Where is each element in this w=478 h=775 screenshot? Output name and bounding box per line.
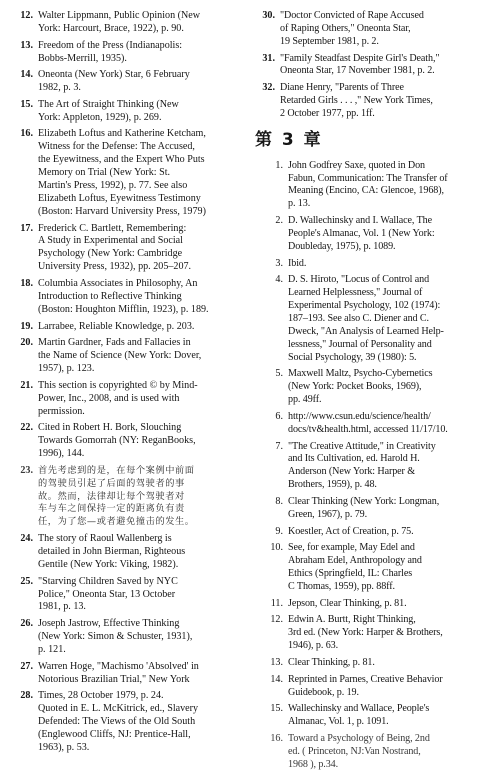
endnote-line: Oneonta Star, 17 November 1981, p. 2. bbox=[280, 65, 435, 77]
endnote-line: 1963), p. 53. bbox=[38, 741, 90, 753]
endnote-line: Clear Thinking (New York: Longman, bbox=[288, 495, 440, 507]
endnote-line: Experimental Psychology, 102 (1974): bbox=[288, 300, 441, 312]
endnote-line: Maxwell Maltz, Psycho-Cybernetics bbox=[288, 368, 433, 380]
endnote-line: Toward a Psychology of Being, 2nd bbox=[288, 732, 430, 744]
endnote-line: Abraham Edel, Anthropology and bbox=[288, 555, 422, 567]
endnote-line: Times, 28 October 1979, p. 24. bbox=[38, 690, 164, 702]
endnote-line: http://www.csun.edu/science/health/ bbox=[288, 410, 431, 422]
endnote-line: (New York: Pocket Books, 1969), bbox=[288, 381, 422, 393]
endnote-line: Ibid. bbox=[288, 257, 307, 269]
endnote bbox=[255, 657, 471, 670]
endnote-line: Towards Gomorrah (NY: ReganBooks, bbox=[38, 435, 196, 447]
endnote-text bbox=[38, 661, 244, 687]
endnote-text bbox=[288, 614, 471, 653]
endnote bbox=[255, 368, 471, 407]
endnote-line: Defended: The Views of the Old South bbox=[38, 716, 196, 728]
endnote-line: Notorious Brazilian Trial," New York bbox=[38, 673, 190, 685]
endnote bbox=[14, 321, 244, 334]
endnote-number: 14. bbox=[20, 69, 33, 81]
endnote bbox=[14, 380, 244, 419]
endnote-line: Guidebook, p. 19. bbox=[288, 686, 359, 698]
endnote-number: 3. bbox=[275, 257, 283, 269]
notes-right-main bbox=[255, 160, 471, 772]
endnote-line: Dweck, "An Analysis of Learned Help- bbox=[288, 325, 444, 337]
endnote bbox=[14, 223, 244, 275]
endnote-number: 5. bbox=[275, 368, 283, 380]
endnote-line: 1957), p. 123. bbox=[38, 363, 95, 375]
endnote-line: Martin Gardner, Fads and Fallacies in bbox=[38, 337, 191, 349]
endnote-line: Freedom of the Press (Indianapolis: bbox=[38, 39, 183, 51]
endnote-line: Frederick C. Bartlett, Remembering: bbox=[38, 222, 187, 234]
endnote-line: Cited in Robert H. Bork, Slouching bbox=[38, 422, 182, 434]
endnote-text bbox=[38, 321, 244, 334]
endnote-line: Walter Lippmann, Public Opinion (New bbox=[38, 10, 201, 21]
endnote-line: "The Creative Attitude," in Creativity bbox=[288, 440, 436, 452]
endnote-line: The story of Raoul Wallenberg is bbox=[38, 533, 172, 545]
endnote-line: C Thomas, 1959), pp. 88ff. bbox=[288, 581, 395, 592]
endnote-line: Martin's Press, 1992), p. 77. See also bbox=[38, 180, 188, 192]
endnote-number: 7. bbox=[275, 440, 283, 452]
endnote bbox=[255, 160, 471, 212]
endnote-number: 30. bbox=[262, 10, 275, 21]
endnote-line: "Starving Children Saved by NYC bbox=[38, 575, 178, 587]
endnote-line: Green, 1967), p. 79. bbox=[288, 508, 368, 520]
endnote-number: 32. bbox=[262, 82, 275, 94]
endnote-line: (Boston: Harvard University Press, 1979) bbox=[38, 205, 206, 217]
notes-right-top bbox=[255, 10, 471, 121]
endnote bbox=[14, 661, 244, 687]
endnote-line: Brothers, 1959), p. 48. bbox=[288, 479, 377, 491]
endnote-line: Social Psychology, 39 (1980): 5. bbox=[288, 351, 417, 363]
endnote-text bbox=[280, 82, 471, 121]
endnote-line: Columbia Associates in Philosophy, An bbox=[38, 278, 198, 289]
endnote bbox=[255, 733, 471, 772]
endnote-number: 23. bbox=[20, 464, 33, 476]
endnote-number: 4. bbox=[275, 274, 283, 286]
endnote-line: Introduction to Reflective Thinking bbox=[38, 290, 182, 302]
endnote-line: 任，为了您—或者避免撞击的发生。 bbox=[38, 516, 195, 528]
endnote bbox=[14, 618, 244, 657]
endnote-line: Memory on Trial (New York: St. bbox=[38, 167, 171, 179]
endnote-line: See, for example, May Edel and bbox=[288, 542, 415, 554]
endnote bbox=[255, 496, 471, 522]
endnote-line: This section is copyrighted © by Mind- bbox=[38, 379, 198, 391]
endnote bbox=[255, 10, 471, 49]
endnote-line: Fabun, Communication: The Transfer of bbox=[288, 172, 448, 184]
endnote bbox=[14, 128, 244, 218]
endnote-text bbox=[288, 526, 471, 539]
endnote bbox=[14, 69, 244, 95]
endnote-line: pp. 49ff. bbox=[288, 394, 322, 406]
endnote-line: Almanac, Vol. 1, p. 1091. bbox=[288, 716, 389, 728]
endnote-number: 28. bbox=[20, 690, 33, 702]
endnote-line: 3rd ed. (New York: Harper & Brothers, bbox=[288, 627, 443, 639]
endnote-text bbox=[38, 465, 244, 530]
endnote-line: (Englewood Cliffs, NJ: Prentice-Hall, bbox=[38, 728, 191, 740]
endnote-line: of Raping Others," Oneonta Star, bbox=[280, 22, 411, 34]
endnote-text bbox=[280, 10, 471, 49]
endnote-text bbox=[280, 53, 471, 79]
endnote bbox=[14, 99, 244, 125]
endnote-line: Clear Thinking, p. 81. bbox=[288, 656, 375, 668]
endnote-text bbox=[288, 215, 471, 254]
endnote bbox=[14, 422, 244, 461]
endnote-text bbox=[288, 160, 471, 212]
endnote-text bbox=[38, 99, 244, 125]
endnote-line: Retarded Girls . . . ," New York Times, bbox=[280, 95, 433, 107]
endnote bbox=[14, 576, 244, 615]
endnote-line: 1968 ), p.34. bbox=[288, 758, 339, 770]
endnote-number: 6. bbox=[275, 410, 283, 422]
endnote-number: 31. bbox=[262, 52, 275, 64]
endnote-line: Warren Hoge, "Machismo 'Absolved' in bbox=[38, 660, 199, 672]
endnote bbox=[255, 674, 471, 700]
endnote-line: A Study in Experimental and Social bbox=[38, 235, 183, 247]
endnote-line: Anderson (New York: Harper & bbox=[288, 466, 415, 478]
endnote-line: Doubleday, 1975), p. 1089. bbox=[288, 240, 396, 252]
endnote-number: 12. bbox=[20, 10, 33, 21]
endnote-text bbox=[38, 380, 244, 419]
endnote bbox=[255, 526, 471, 539]
endnote-number: 24. bbox=[20, 533, 33, 545]
endnote-number: 12. bbox=[270, 614, 283, 626]
endnote-text bbox=[288, 496, 471, 522]
endnote-line: Koestler, Act of Creation, p. 75. bbox=[288, 525, 414, 537]
endnote-number: 10. bbox=[270, 542, 283, 554]
endnote-number: 25. bbox=[20, 575, 33, 587]
endnote-line: Oneonta (New York) Star, 6 February bbox=[38, 69, 190, 81]
endnote bbox=[255, 82, 471, 121]
endnote-line: lessness," Journal of Personality and bbox=[288, 338, 432, 350]
endnote-line: Jepson, Clear Thinking, p. 81. bbox=[288, 597, 407, 609]
endnote-text bbox=[288, 258, 471, 271]
endnote-line: The Art of Straight Thinking (New bbox=[38, 98, 179, 110]
endnote-line: Elizabeth Loftus and Katherine Ketcham, bbox=[38, 128, 206, 140]
endnote-text bbox=[288, 598, 471, 611]
endnote-number: 13. bbox=[20, 39, 33, 51]
endnote-line: Larrabee, Reliable Knowledge, p. 203. bbox=[38, 320, 195, 332]
endnote-text bbox=[38, 278, 244, 317]
endnote bbox=[255, 441, 471, 493]
endnote-number: 17. bbox=[20, 222, 33, 234]
endnote-number: 20. bbox=[20, 337, 33, 349]
endnote-line: 1996), 144. bbox=[38, 448, 85, 460]
endnote-text bbox=[38, 533, 244, 572]
endnote bbox=[14, 690, 244, 755]
endnote-text bbox=[288, 657, 471, 670]
endnote-line: Joseph Jastrow, Effective Thinking bbox=[38, 618, 180, 630]
endnote-line: York: Harcourt, Brace, 1922), p. 90. bbox=[38, 22, 184, 34]
endnote-text bbox=[288, 368, 471, 407]
chapter-heading: 第 3 章 bbox=[255, 129, 323, 150]
endnote-line: Power, Inc., 2008, and is used with bbox=[38, 392, 180, 404]
endnote-line: 19 September 1981, p. 2. bbox=[280, 35, 379, 47]
endnote-line: the Eyewitness, and the Expert Who Puts bbox=[38, 154, 205, 166]
endnote-line: John Godfrey Saxe, quoted in Don bbox=[288, 159, 425, 171]
endnote-number: 16. bbox=[270, 732, 283, 744]
endnote bbox=[255, 258, 471, 271]
endnote-text bbox=[38, 576, 244, 615]
endnote-number: 22. bbox=[20, 422, 33, 434]
endnote-number: 21. bbox=[20, 379, 33, 391]
notes-left-column bbox=[14, 10, 244, 759]
endnote bbox=[255, 614, 471, 653]
endnote-line: docs/tv&health.html, accessed 11/17/10. bbox=[288, 423, 448, 435]
endnote-number: 16. bbox=[20, 128, 33, 140]
endnote-text bbox=[288, 411, 471, 437]
endnote-number: 15. bbox=[270, 703, 283, 715]
endnote bbox=[14, 337, 244, 376]
endnote bbox=[255, 542, 471, 594]
endnote-line: (New York: Simon & Schuster, 1931), bbox=[38, 631, 193, 643]
endnote-text bbox=[38, 128, 244, 218]
endnote-line: permission. bbox=[38, 405, 85, 417]
endnote-line: p. 121. bbox=[38, 643, 66, 655]
endnote-number: 2. bbox=[275, 215, 283, 227]
endnote-text bbox=[38, 618, 244, 657]
endnote-text bbox=[288, 733, 471, 772]
endnote-line: Wallechinsky and Wallace, People's bbox=[288, 703, 430, 715]
endnote-number: 11. bbox=[270, 597, 283, 609]
endnote-line: 首先考虑到的是，在每个案例中前面 bbox=[38, 464, 195, 476]
endnote-text bbox=[38, 40, 244, 66]
endnote-line: 的驾驶员引起了后面的驾驶者的事 bbox=[38, 477, 185, 489]
endnote-line: 故。然而，法律却让每个驾驶者对 bbox=[38, 490, 185, 502]
endnote-line: 车与车之间保持一定的距离负有责 bbox=[38, 503, 185, 515]
endnote-number: 27. bbox=[20, 660, 33, 672]
endnote-line: the Name of Science (New York: Dover, bbox=[38, 350, 202, 362]
endnote-line: "Family Steadfast Despite Girl's Death," bbox=[280, 52, 440, 64]
endnote bbox=[14, 465, 244, 530]
endnote bbox=[255, 215, 471, 254]
endnote-line: "Doctor Convicted of Rape Accused bbox=[280, 10, 424, 21]
endnote-line: 1982, p. 3. bbox=[38, 82, 81, 94]
endnote-number: 1. bbox=[275, 159, 283, 171]
endnote bbox=[255, 598, 471, 611]
endnote bbox=[14, 10, 244, 36]
endnote-line: p. 13. bbox=[288, 198, 311, 210]
notes-right-column bbox=[255, 10, 471, 775]
endnote-number: 9. bbox=[275, 525, 283, 537]
endnote-number: 26. bbox=[20, 618, 33, 630]
endnote-line: (Boston: Houghton Mifflin, 1923), p. 189. bbox=[38, 303, 209, 315]
endnote-line: 2 October 1977, pp. 1ff. bbox=[280, 107, 375, 119]
endnote-number: 19. bbox=[20, 320, 33, 332]
endnote-number: 14. bbox=[270, 673, 283, 685]
endnote bbox=[255, 703, 471, 729]
endnote-text bbox=[38, 10, 244, 36]
endnote-text bbox=[38, 223, 244, 275]
endnote-text bbox=[288, 441, 471, 493]
endnote-text bbox=[38, 690, 244, 755]
endnote-line: 1946), p. 63. bbox=[288, 640, 339, 652]
endnote bbox=[255, 53, 471, 79]
endnote-text bbox=[288, 703, 471, 729]
endnote-line: D. S. Hiroto, "Locus of Control and bbox=[288, 274, 430, 286]
endnote-line: Psychology (New York: Cambridge bbox=[38, 248, 183, 260]
endnote-line: detailed in John Bierman, Righteous bbox=[38, 546, 186, 557]
endnote-line: 1981, p. 13. bbox=[38, 601, 86, 613]
endnote-line: Police," Oneonta Star, 13 October bbox=[38, 588, 176, 600]
endnote-text bbox=[38, 422, 244, 461]
endnote bbox=[14, 40, 244, 66]
endnote-line: Meaning (Encino, CA: Glencoe, 1968), bbox=[288, 185, 444, 197]
endnote-line: Bobbs-Merrill, 1935). bbox=[38, 52, 127, 64]
endnote-line: Ethics (Springfield, IL: Charles bbox=[288, 568, 413, 580]
endnote-text bbox=[288, 274, 471, 364]
endnote-number: 15. bbox=[20, 98, 33, 110]
endnote-line: York: Appleton, 1929), p. 269. bbox=[38, 111, 162, 123]
endnote-text bbox=[288, 542, 471, 594]
endnote-line: 187–193. See also C. Diener and C. bbox=[288, 313, 429, 324]
endnote-line: Edwin A. Burtt, Right Thinking, bbox=[288, 614, 416, 626]
endnote bbox=[255, 411, 471, 437]
endnote-line: Reprinted in Parnes, Creative Behavior bbox=[288, 673, 443, 685]
endnote-number: 18. bbox=[20, 278, 33, 289]
endnote-line: Diane Henry, "Parents of Three bbox=[280, 82, 404, 94]
endnote-text bbox=[38, 69, 244, 95]
endnote bbox=[255, 274, 471, 364]
endnote-line: Learned Helplessness," Journal of bbox=[288, 287, 423, 299]
endnote-text bbox=[288, 674, 471, 700]
endnote-line: Witness for the Defense: The Accused, bbox=[38, 141, 195, 153]
endnote-line: Elizabeth Loftus, Eyewitness Testimony bbox=[38, 192, 201, 204]
endnote-number: 13. bbox=[270, 656, 283, 668]
endnote bbox=[14, 533, 244, 572]
endnote-line: University Press, 1932), pp. 205–207. bbox=[38, 261, 192, 273]
endnote-line: D. Wallechinsky and I. Wallace, The bbox=[288, 215, 432, 227]
endnote-line: Gentile (New York: Viking, 1982). bbox=[38, 558, 179, 570]
endnote-line: ed. ( Princeton, NJ:Van Nostrand, bbox=[288, 745, 421, 757]
endnote bbox=[14, 278, 244, 317]
endnote-number: 8. bbox=[275, 495, 283, 507]
endnote-line: and Its Cultivation, ed. Harold H. bbox=[288, 453, 420, 465]
endnote-line: Quoted in E. L. McKitrick, ed., Slavery bbox=[38, 703, 199, 715]
endnote-text bbox=[38, 337, 244, 376]
endnote-line: People's Almanac, Vol. 1 (New York: bbox=[288, 227, 435, 239]
